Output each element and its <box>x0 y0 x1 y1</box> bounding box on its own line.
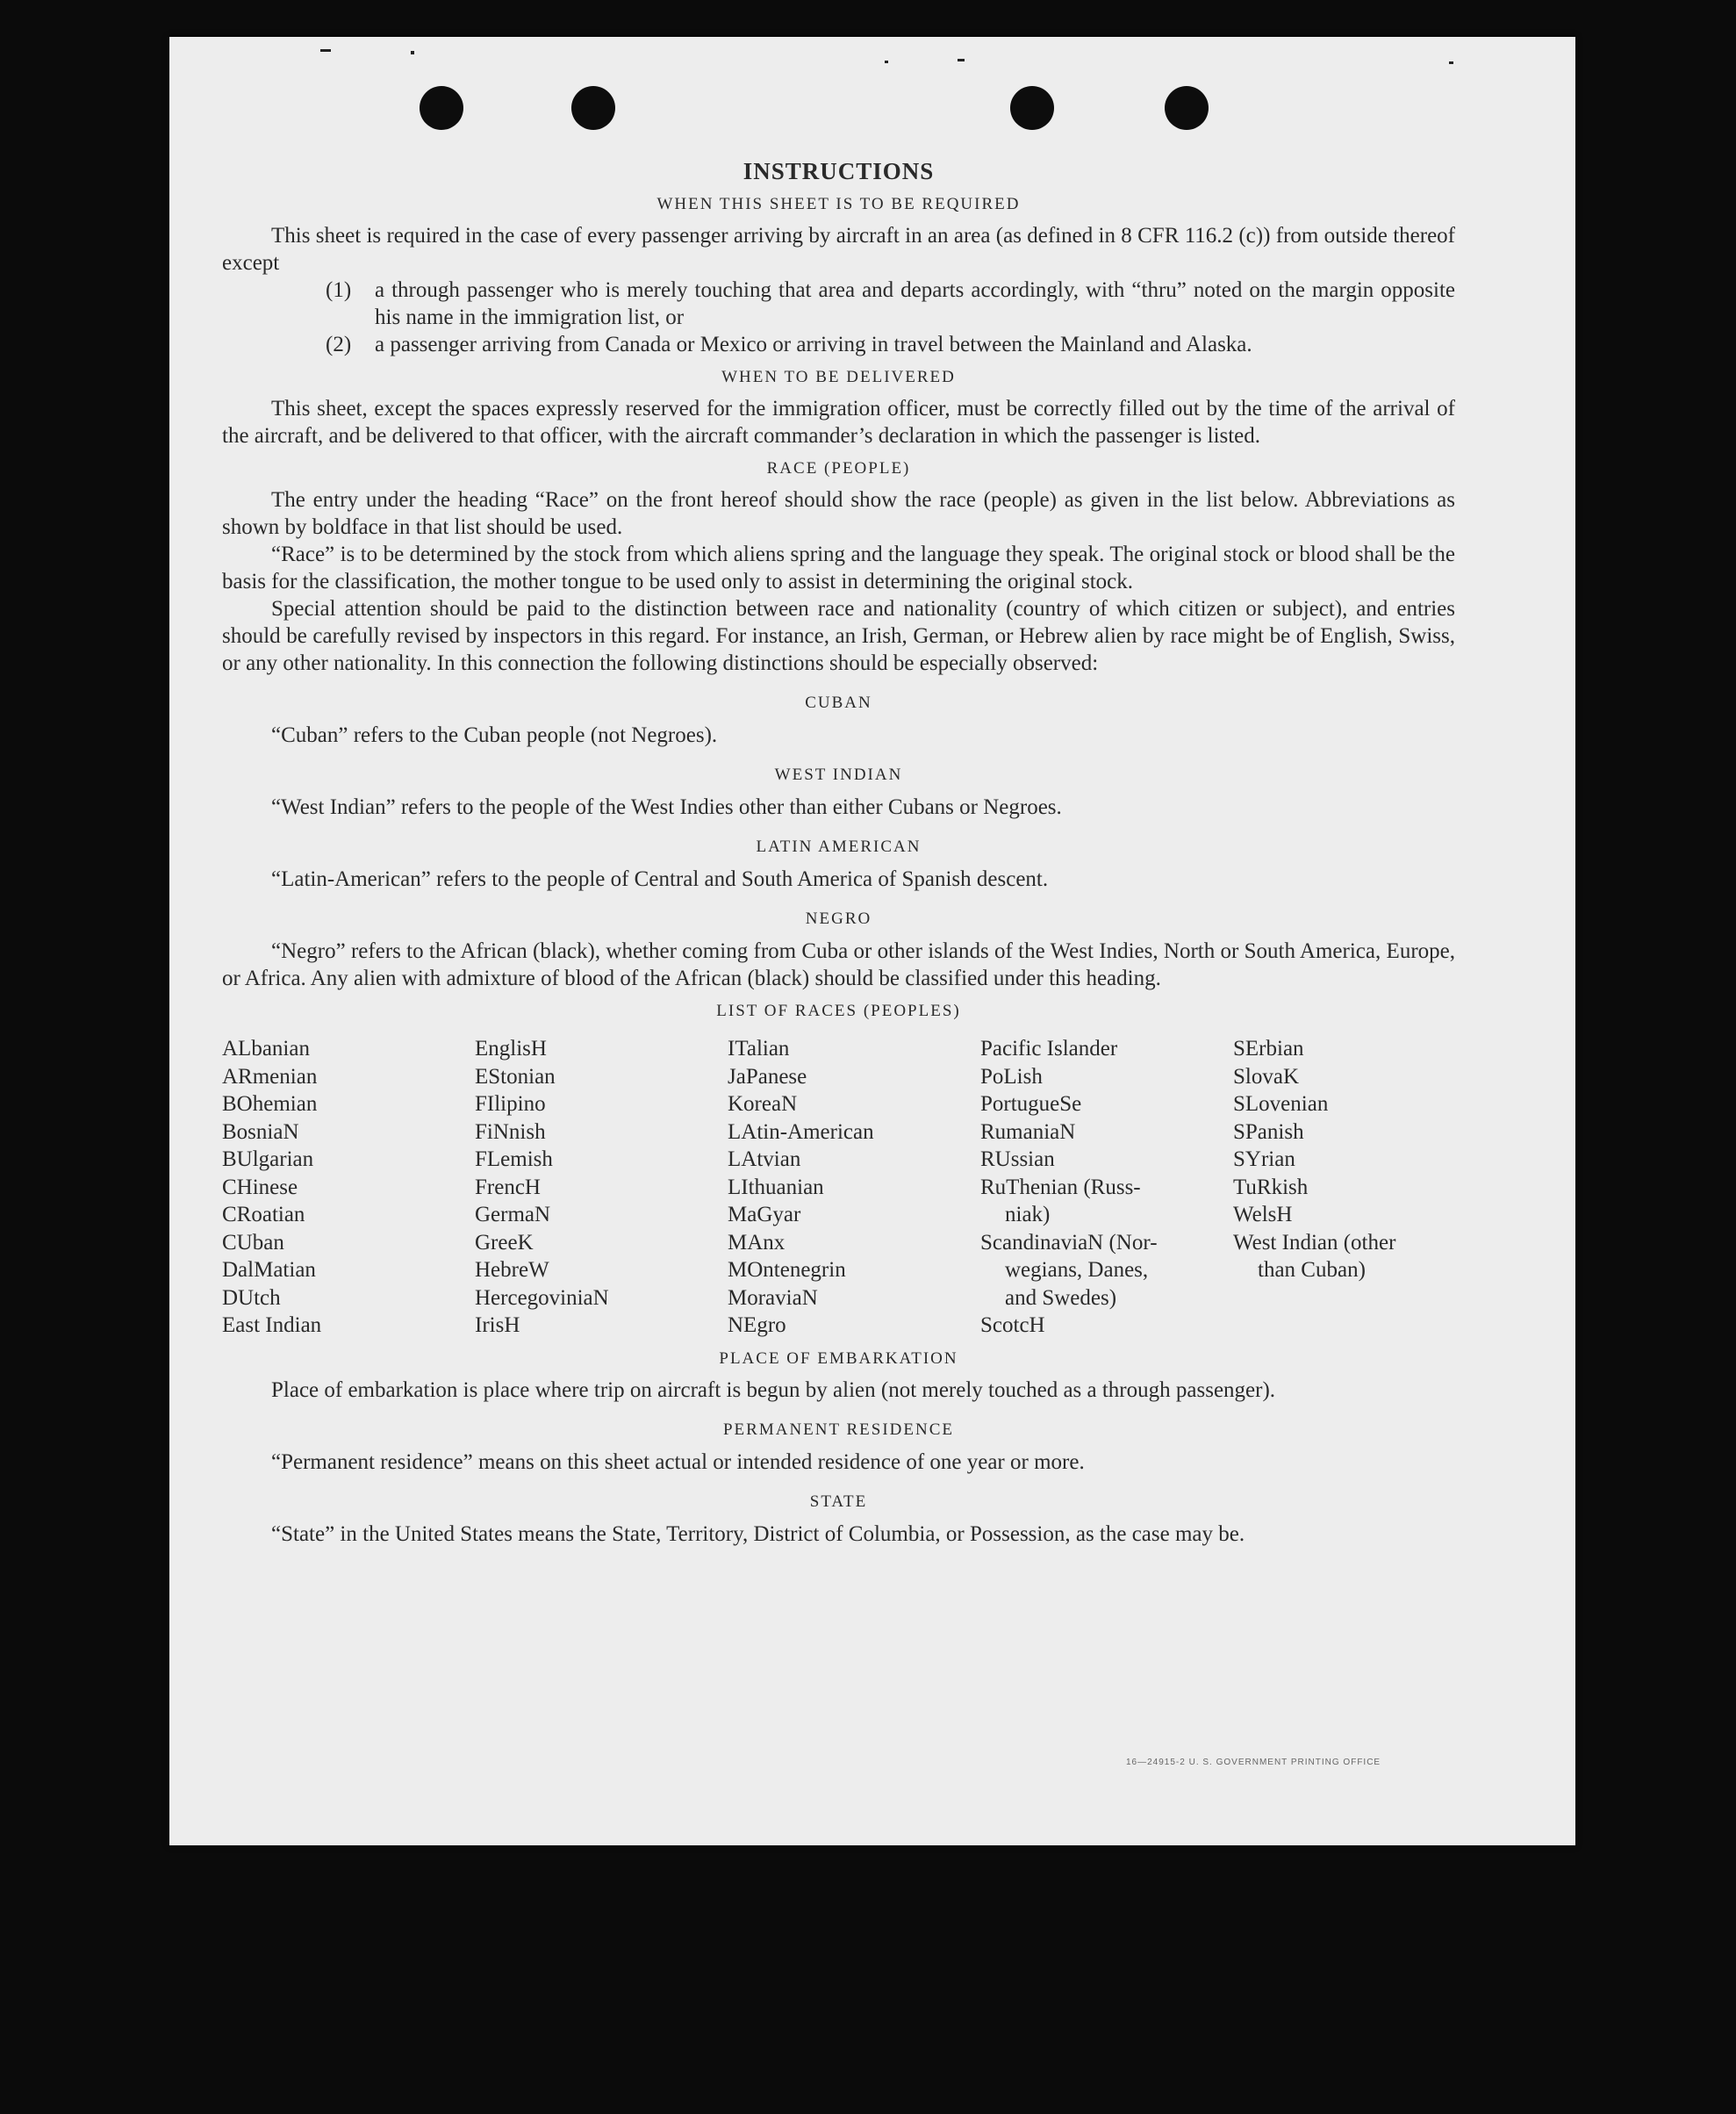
race-entry: SPanish <box>1233 1119 1304 1144</box>
speck <box>411 51 414 54</box>
race-entry: ITalian <box>728 1037 790 1061</box>
race-column <box>222 1035 475 1340</box>
race-entry: HercegoviniaN <box>475 1285 609 1310</box>
race-entry: SYrian <box>1233 1147 1295 1171</box>
race-entry: BUlgarian <box>222 1147 314 1171</box>
latin-american-text: “Latin-American” refers to the people of Central and South America of Spanish descent. <box>271 867 1049 891</box>
race-entry: RumaniaN <box>980 1119 1076 1144</box>
item-text: a through passenger who is merely touching that area and departs accordingly, with “thru” noted on the margin opposite his name in the immigration list, or <box>375 278 1455 329</box>
race-list <box>222 1035 1455 1340</box>
race-entry: EStonian <box>475 1064 556 1089</box>
section-heading-cuban: CUBAN <box>805 694 872 712</box>
race-entry-continued: wegians, Danes, <box>1005 1258 1149 1282</box>
page-title: INSTRUCTIONS <box>742 158 935 184</box>
speck <box>1449 61 1453 64</box>
item-text: a passenger arriving from Canada or Mexico or arriving in travel between the Mainland and Alaska. <box>375 333 1252 356</box>
race-paragraph-2: “Race” is to be determined by the stock from which aliens spring and the language they speak. The original stock or blood shall be the basis for the classification, the mother tongue to be used only to assist in determining the original stock. <box>222 543 1455 593</box>
race-column <box>1233 1035 1455 1340</box>
race-entry: NEgro <box>728 1313 786 1337</box>
instructions-body <box>222 158 1455 1548</box>
race-entry: FIlipino <box>475 1092 546 1116</box>
race-entry: GreeK <box>475 1230 534 1255</box>
race-entry: HebreW <box>475 1258 549 1282</box>
section-heading-list-of-races: LIST OF RACES (PEOPLES) <box>716 1002 961 1020</box>
negro-text: “Negro” refers to the African (black), whether coming from Cuba or other islands of the West Indies, North or South America, Europe, or Africa. Any alien with admixture of blood of the African (black) should be classified under this heading. <box>222 939 1455 990</box>
race-entry: PortugueSe <box>980 1092 1082 1116</box>
race-entry: West Indian (other <box>1233 1230 1396 1255</box>
race-entry: PoLish <box>980 1064 1043 1089</box>
race-entry: FiNnish <box>475 1119 546 1144</box>
race-entry: BosniaN <box>222 1119 299 1144</box>
race-entry: CUban <box>222 1230 284 1255</box>
race-entry: Pacific Islander <box>980 1037 1118 1061</box>
item-number: (1) <box>326 278 352 302</box>
section-heading-embarkation: PLACE OF EMBARKATION <box>719 1348 958 1368</box>
race-entry: DUtch <box>222 1285 281 1310</box>
speck <box>958 59 965 61</box>
punch-hole <box>1010 86 1054 130</box>
race-paragraph-1: The entry under the heading “Race” on the front hereof should show the race (people) as given in the list below. Abbreviations as shown by boldface in that list should be used. <box>222 488 1455 539</box>
printing-office-footer: 16—24915-2 U. S. GOVERNMENT PRINTING OFFICE <box>1126 1758 1381 1767</box>
race-entry: LAtvian <box>728 1147 801 1171</box>
race-entry: SlovaK <box>1233 1064 1299 1089</box>
race-entry: MOntenegrin <box>728 1258 846 1282</box>
race-paragraph-3: Special attention should be paid to the distinction between race and nationality (country of which citizen or subject), and entries should be carefully revised by inspectors in this regard. For instance, an Irish, German, or Hebrew alien by race might be of English, Swiss, or any other nationality. In this connection the following distinctions should be especially observed: <box>222 597 1455 675</box>
punch-hole <box>1165 86 1209 130</box>
race-entry: FLemish <box>475 1147 553 1171</box>
race-entry: DalMatian <box>222 1258 316 1282</box>
delivered-text: This sheet, except the spaces expressly reserved for the immigration officer, must be correctly filled out by the time of the arrival of the aircraft, and be delivered to that officer, with the aircraft commander’s declaration in which the passenger is listed. <box>222 397 1455 448</box>
race-entry: KoreaN <box>728 1092 798 1116</box>
state-text: “State” in the United States means the State, Territory, District of Columbia, or Possession, as the case may be. <box>271 1521 1245 1546</box>
race-entry: CRoatian <box>222 1203 305 1226</box>
race-entry: MAnx <box>728 1230 786 1255</box>
race-entry-continued: niak) <box>1005 1203 1051 1226</box>
race-entry: BOhemian <box>222 1092 318 1116</box>
section-heading-latin-american: LATIN AMERICAN <box>756 838 922 856</box>
race-entry: JaPanese <box>728 1064 807 1089</box>
race-entry: ScandinaviaN (Nor- <box>980 1230 1158 1255</box>
race-entry: CHinese <box>222 1175 298 1199</box>
punch-hole <box>571 86 615 130</box>
race-entry: GermaN <box>475 1203 551 1226</box>
race-entry: LAtin-American <box>728 1119 874 1144</box>
section-heading-negro: NEGRO <box>805 910 872 928</box>
section-heading-state: STATE <box>809 1492 868 1511</box>
race-entry-continued: and Swedes) <box>1005 1285 1117 1310</box>
section-heading-race: RACE (PEOPLE) <box>766 459 911 478</box>
embarkation-text: Place of embarkation is place where trip on aircraft is begun by alien (not merely touched as a through passenger). <box>271 1377 1276 1402</box>
race-entry: FrencH <box>475 1175 541 1199</box>
section-heading-residence: PERMANENT RESIDENCE <box>722 1420 955 1439</box>
residence-text: “Permanent residence” means on this sheet actual or intended residence of one year or more. <box>271 1449 1085 1474</box>
race-column <box>728 1035 980 1340</box>
west-indian-text: “West Indian” refers to the people of the West Indies other than either Cubans or Negroes. <box>271 795 1062 819</box>
section-heading-west-indian: WEST INDIAN <box>774 766 903 784</box>
race-entry: ARmenian <box>222 1064 318 1089</box>
race-entry: WelsH <box>1233 1203 1293 1226</box>
race-entry: East Indian <box>222 1313 322 1337</box>
punch-hole <box>420 86 463 130</box>
exception-item-2 <box>326 331 1455 358</box>
race-entry-continued: than Cuban) <box>1258 1258 1366 1282</box>
race-entry: ALbanian <box>222 1037 310 1061</box>
document-sheet <box>169 37 1575 1845</box>
item-number: (2) <box>326 333 352 356</box>
exception-item-1 <box>326 277 1455 331</box>
race-entry: ScotcH <box>980 1313 1045 1337</box>
race-entry: TuRkish <box>1233 1175 1309 1199</box>
cuban-text: “Cuban” refers to the Cuban people (not Negroes). <box>271 723 718 747</box>
race-column <box>475 1035 728 1340</box>
race-entry: MaGyar <box>728 1203 801 1226</box>
race-column <box>980 1035 1233 1340</box>
race-entry: RuThenian (Russ- <box>980 1175 1141 1199</box>
speck <box>320 49 331 52</box>
race-entry: LIthuanian <box>728 1175 824 1199</box>
race-entry: IrisH <box>475 1313 520 1337</box>
speck <box>885 61 888 63</box>
section-heading-required: WHEN THIS SHEET IS TO BE REQUIRED <box>656 195 1021 213</box>
section-heading-delivered: WHEN TO BE DELIVERED <box>721 368 956 386</box>
race-entry: MoraviaN <box>728 1285 818 1310</box>
race-entry: RUssian <box>980 1147 1055 1171</box>
race-entry: EnglisH <box>475 1037 547 1061</box>
race-entry: SLovenian <box>1233 1092 1329 1116</box>
race-entry: SErbian <box>1233 1037 1304 1061</box>
required-intro: This sheet is required in the case of every passenger arriving by aircraft in an area (as defined in 8 CFR 116.2 (c)) from outside thereof except <box>222 224 1455 275</box>
